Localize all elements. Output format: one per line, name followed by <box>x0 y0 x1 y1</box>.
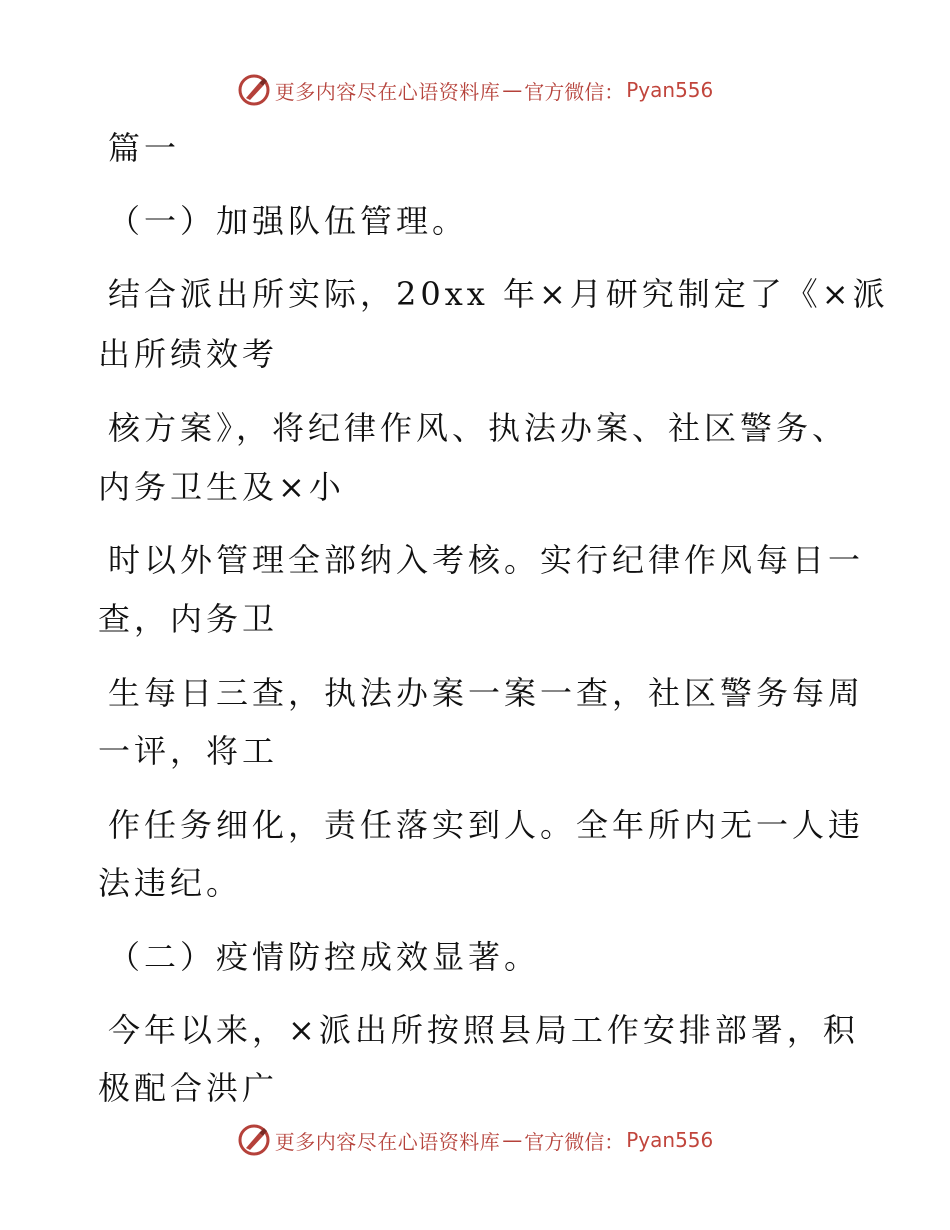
watermark-wechat-id: Pyan556 <box>626 1128 714 1152</box>
pen-logo-icon <box>237 73 271 107</box>
paragraph-line: 内务卫生及×小 <box>98 468 345 506</box>
paragraph-line: 一评，将工 <box>98 732 279 770</box>
pen-logo-icon <box>237 1123 271 1157</box>
watermark-dash: — <box>502 78 523 102</box>
paragraph-line: 时以外管理全部纳入考核。实行纪律作风每日一 <box>108 541 865 579</box>
header-watermark <box>0 70 950 110</box>
section-heading: 篇一 <box>108 129 181 167</box>
watermark-wechat-id: Pyan556 <box>626 78 714 102</box>
paragraph-line: 今年以来，×派出所按照县局工作安排部署，积 <box>108 1011 859 1049</box>
paragraph-line: 查，内务卫 <box>98 600 279 638</box>
watermark-wechat-label: 官方微信： <box>524 1129 625 1154</box>
watermark-text: 更多内容尽在心语资料库 <box>274 79 501 104</box>
subsection-heading: （一）加强队伍管理。 <box>108 202 469 240</box>
footer-watermark <box>0 1120 950 1160</box>
paragraph-line: 生每日三查，执法办案一案一查，社区警务每周 <box>108 674 865 712</box>
paragraph-line: 核方案》，将纪律作风、执法办案、社区警务、 <box>108 409 849 447</box>
paragraph-line: 结合派出所实际，20xx 年×月研究制定了《×派 <box>108 275 889 313</box>
paragraph-line: 极配合洪广 <box>98 1069 279 1107</box>
watermark-text: 更多内容尽在心语资料库 <box>274 1129 501 1154</box>
paragraph-line: 法违纪。 <box>98 864 243 902</box>
paragraph-line: 作任务细化，责任落实到人。全年所内无一人违 <box>108 806 865 844</box>
watermark-dash: — <box>502 1128 523 1152</box>
subsection-heading: （二）疫情防控成效显著。 <box>108 938 541 976</box>
paragraph-line: 出所绩效考 <box>98 335 279 373</box>
watermark-wechat-label: 官方微信： <box>524 79 625 104</box>
